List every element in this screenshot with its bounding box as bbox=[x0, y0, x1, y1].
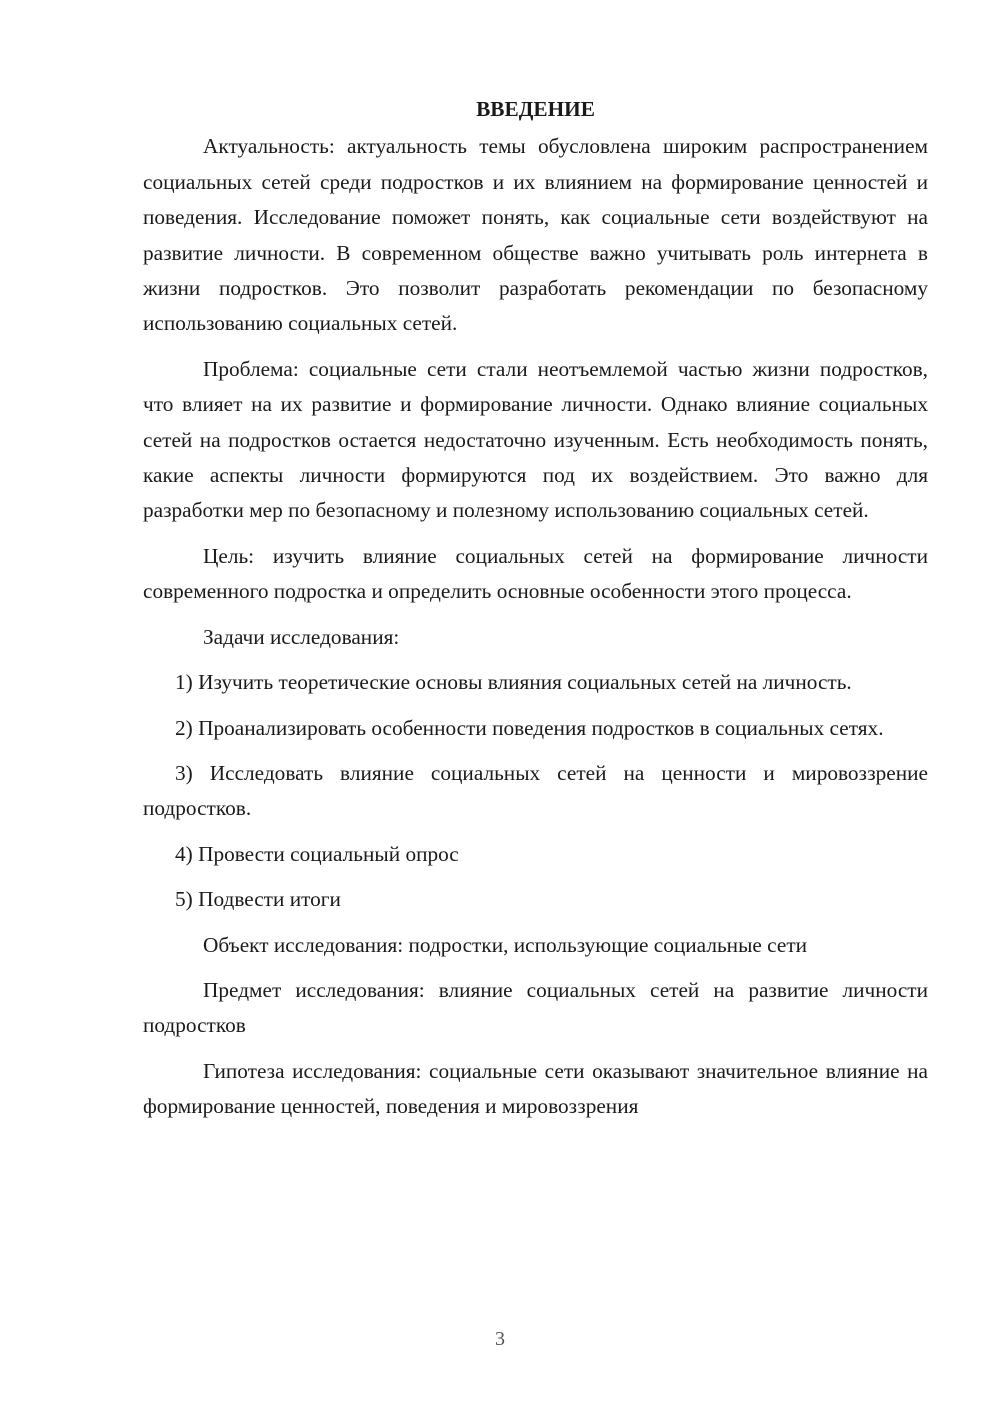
problem-paragraph: Проблема: социальные сети стали неотъемлемой частью жизни подростков, что влияет на их развитие и формирование личности. Однако влияние социальных сетей на подростков остается недостаточно изученным. Есть необходимость понять, какие аспекты личности формируются под их воздействием. Это важно для разработки мер по безопасному и полезному использованию социальных сетей. bbox=[143, 356, 928, 523]
subject-paragraph: Предмет исследования: влияние социальных сетей на развитие личности подростков bbox=[143, 977, 928, 1038]
task-item: 4) Провести социальный опрос bbox=[175, 841, 459, 866]
object-paragraph: Объект исследования: подростки, использующие социальные сети bbox=[203, 932, 808, 957]
document-page bbox=[143, 92, 928, 1135]
task-item: 3) Исследовать влияние социальных сетей на ценности и мировоззрение подростков. bbox=[143, 760, 928, 821]
task-item: 1) Изучить теоретические основы влияния социальных сетей на личность. bbox=[175, 670, 852, 695]
tasks-heading: Задачи исследования: bbox=[203, 624, 400, 649]
page-number: 3 bbox=[495, 1328, 505, 1350]
hypothesis-paragraph: Гипотеза исследования: социальные сети оказывают значительное влияние на формирование ценностей, поведения и мировоззрения bbox=[143, 1058, 928, 1119]
document-title: ВВЕДЕНИЕ bbox=[476, 97, 595, 121]
relevance-paragraph: Актуальность: актуальность темы обусловлена широким распространением социальных сетей среди подростков и их влиянием на формирование ценностей и поведения. Исследование поможет понять, как социальные сети воздействуют на развитие личности. В современном обществе важно учитывать роль интернета в жизни подростков. Это позволит разработать рекомендации по безопасному использованию социальных сетей. bbox=[143, 134, 928, 336]
goal-paragraph: Цель: изучить влияние социальных сетей на формирование личности современного подростка и определить основные особенности этого процесса. bbox=[143, 543, 928, 604]
task-item: 2) Проанализировать особенности поведения подростков в социальных сетях. bbox=[175, 715, 884, 740]
task-item: 5) Подвести итоги bbox=[175, 887, 341, 912]
